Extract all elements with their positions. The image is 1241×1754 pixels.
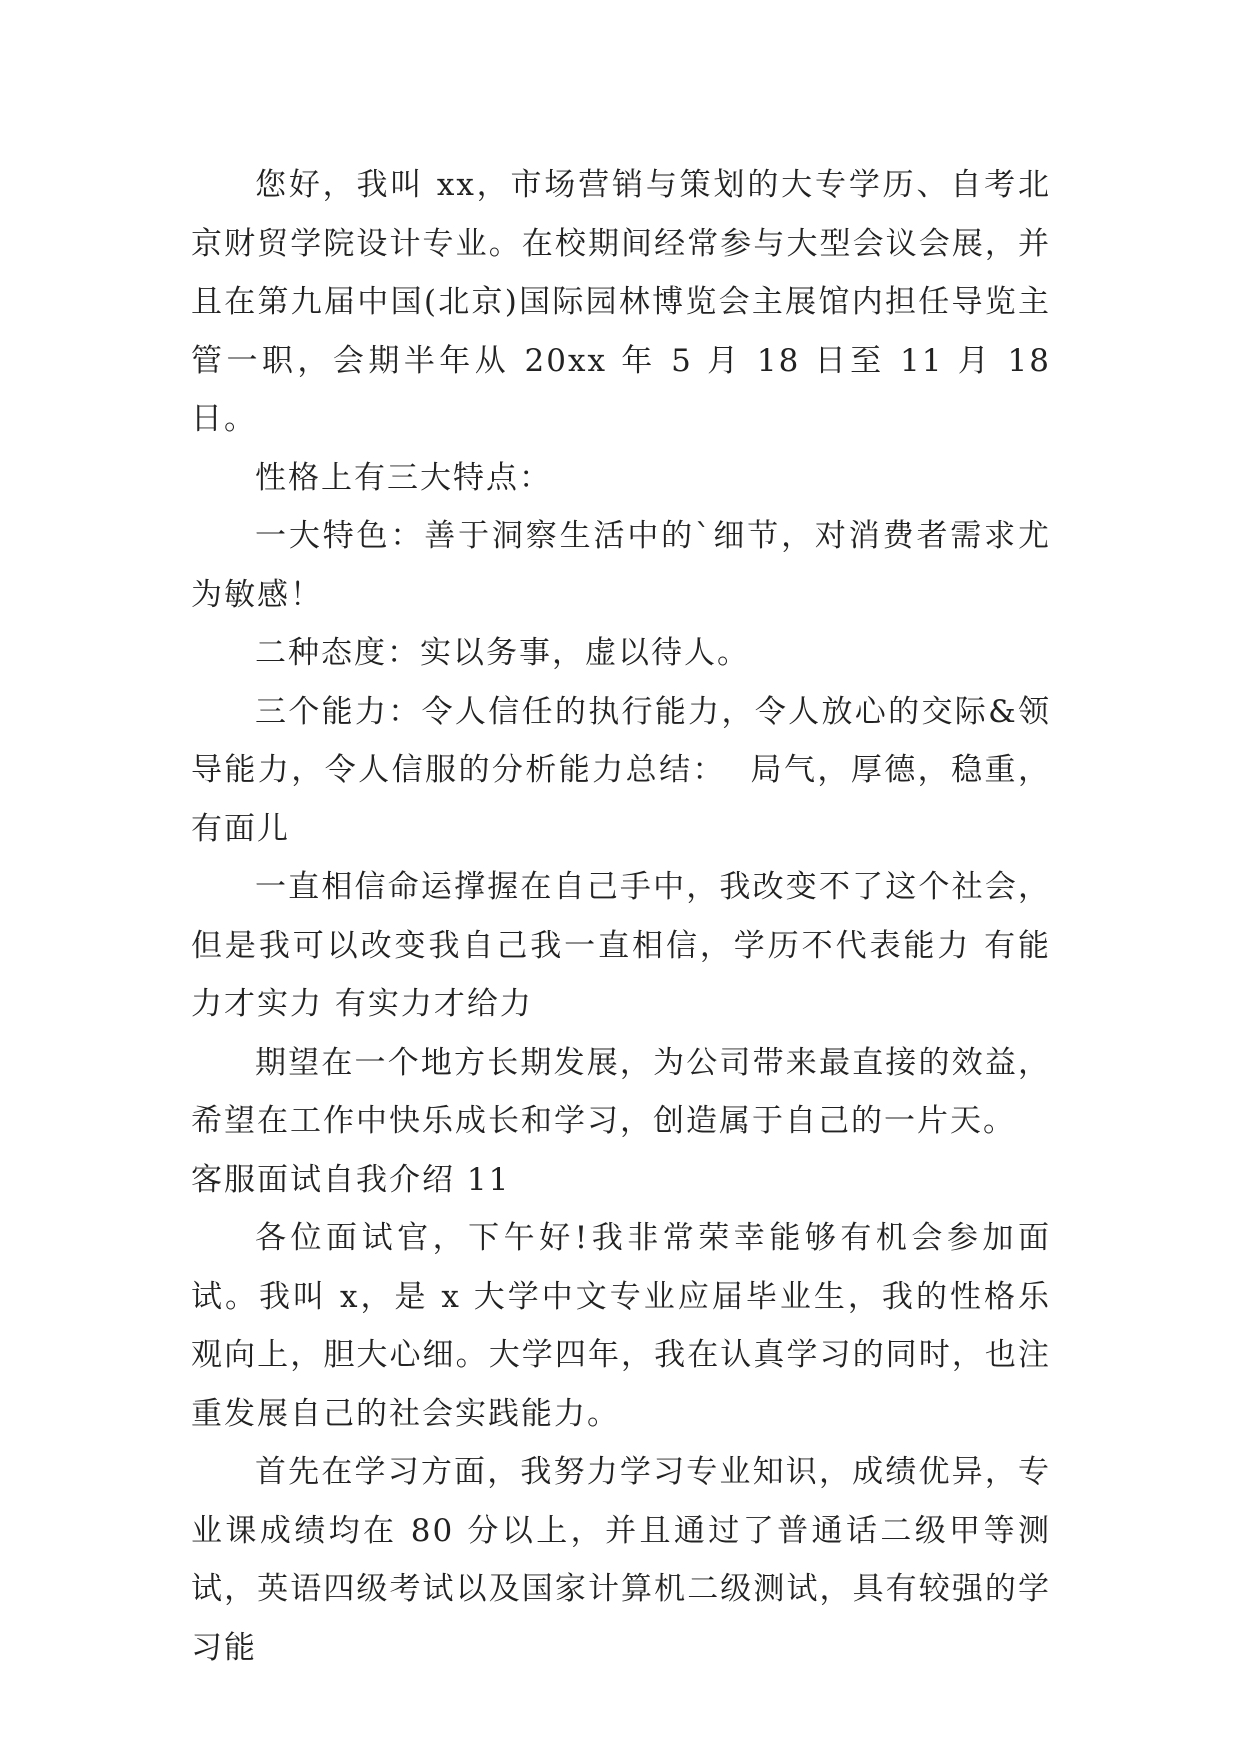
paragraph-study: 首先在学习方面，我努力学习专业知识，成绩优异，专业课成绩均在 80 分以上，并且通过了普通话二级甲等测试，英语四级考试以及国家计算机二级测试，具有较强的学习能 (191, 1454, 1051, 1666)
paragraph-intro: 您好，我叫 xx，市场营销与策划的大专学历、自考北京财贸学院设计专业。在校期间经常参与大型会议会展，并且在第九届中国(北京)国际园林博览会主展馆内担任导览主管一职，会期半年从 20xx 年 5 月 18 日至 11 月 18 日。 (191, 167, 1063, 437)
section-heading: 客服面试自我介绍 11 (191, 1161, 511, 1198)
paragraph-greeting: 各位面试官，下午好!我非常荣幸能够有机会参加面试。我叫 x，是 x 大学中文专业应届毕业生，我的性格乐观向上，胆大心细。大学四年，我在认真学习的同时，也注重发展自己的社会实践能力。 (191, 1220, 1051, 1432)
paragraph-trait-three: 三个能力：令人信任的执行能力，令人放心的交际&领导能力，令人信服的分析能力总结： 局气，厚德，稳重，有面儿 (191, 693, 1051, 847)
paragraph-traits-intro: 性格上有三大特点： (255, 459, 552, 496)
document-body (191, 156, 1063, 1677)
paragraph-trait-two: 二种态度：实以务事，虚以待人。 (255, 635, 750, 671)
paragraph-trait-one: 一大特色：善于洞察生活中的`细节，对消费者需求尤为敏感！ (191, 518, 1051, 613)
paragraph-expectation: 期望在一个地方长期发展，为公司带来最直接的效益，希望在工作中快乐成长和学习，创造属于自己的一片天。 (191, 1044, 1051, 1139)
paragraph-belief: 一直相信命运撑握在自己手中，我改变不了这个社会，但是我可以改变我自己我一直相信，学历不代表能力 有能力才实力 有实力才给力 (191, 869, 1051, 1022)
